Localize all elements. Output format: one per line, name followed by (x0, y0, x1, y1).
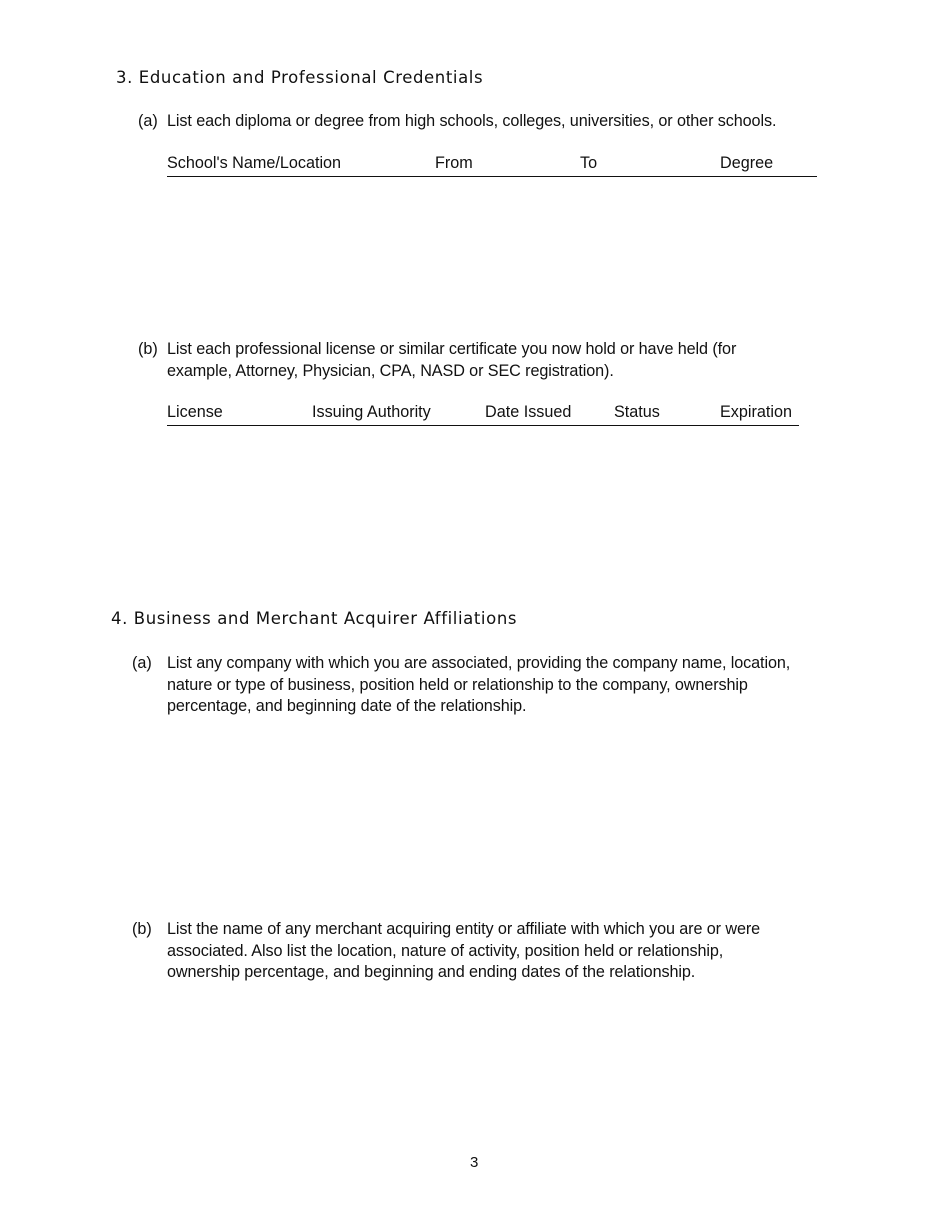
column-license: License (167, 403, 223, 421)
column-school-name-location: School's Name/Location (167, 154, 342, 172)
column-issuing-authority: Issuing Authority (312, 403, 431, 421)
section-4a-marker: (a) (132, 654, 152, 672)
page-number: 3 (470, 1154, 479, 1171)
section-3b-instruction-line-2: example, Attorney, Physician, CPA, NASD or SEC registration). (167, 362, 614, 380)
column-date-issued: Date Issued (485, 403, 572, 421)
section-4b-instruction-line-2: associated. Also list the location, nature of activity, position held or relationship, (167, 942, 724, 960)
column-expiration: Expiration (720, 403, 792, 421)
section-4-heading: 4. Business and Merchant Acquirer Affiliations (111, 609, 518, 628)
section-3-heading: 3. Education and Professional Credentials (116, 68, 484, 87)
column-from: From (435, 154, 473, 172)
section-4a-instruction-line-3: percentage, and beginning date of the relationship. (167, 697, 527, 715)
license-table-header (167, 403, 799, 426)
section-4b-instruction-line-1: List the name of any merchant acquiring entity or affiliate with which you are or were (167, 920, 761, 938)
education-table-header (167, 154, 817, 177)
section-4b-marker: (b) (132, 920, 152, 938)
section-3a-instruction: List each diploma or degree from high schools, colleges, universities, or other schools. (167, 112, 777, 130)
section-4a-instruction-line-2: nature or type of business, position held or relationship to the company, ownership (167, 676, 748, 694)
section-4b-instruction-line-3: ownership percentage, and beginning and ending dates of the relationship. (167, 963, 696, 981)
section-3b-instruction-line-1: List each professional license or similar certificate you now hold or have held (for (167, 340, 737, 358)
section-3b-marker: (b) (138, 340, 158, 358)
column-status: Status (614, 403, 660, 421)
column-to: To (580, 154, 598, 172)
column-degree: Degree (720, 154, 774, 172)
section-3a-marker: (a) (138, 112, 158, 130)
section-4a-instruction-line-1: List any company with which you are associated, providing the company name, location, (167, 654, 791, 672)
